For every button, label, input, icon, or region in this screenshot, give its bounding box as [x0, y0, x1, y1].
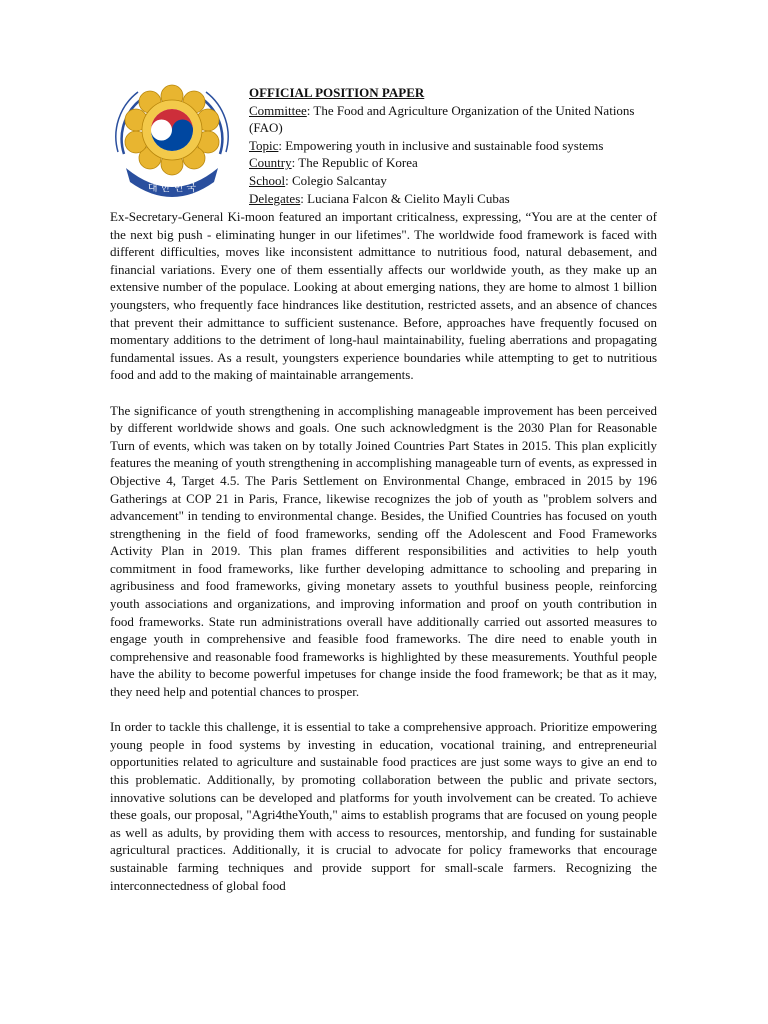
paper-body: [110, 208, 657, 912]
country-label: Country: [249, 155, 292, 171]
school-line: [249, 172, 659, 190]
topic-value: : Empowering youth in inclusive and sustainable food systems: [278, 137, 604, 153]
committee-value: : The Food and Agriculture Organization of the United Nations (FAO): [249, 102, 635, 136]
emblem-icon: [106, 84, 238, 202]
body-paragraph-2: The significance of youth strengthening in accomplishing manageable improvement has been perceived by different worldwide shows and goals. One such acknowledgment is the 2030 Plan for Reasonable Turn of events, which was taken on by totally Joined Countries Part States in 2015. This plan explicitly features the meaning of youth strengthening in accomplishing manageable turn of events, as expressed in Objective 4, Target 4.5. The Paris Settlement on Environmental Change, embraced in 2015 by 196 Gatherings at COP 21 in Paris, France, likewise recognizes the job of youth as "problem solvers and advancement" in tending to environmental change. Besides, the Unified Countries has focused on youth strengthening in the field of food frameworks, sending off the Adolescent and Food Frameworks Activity Plan in 2019. This plan frames different responsibilities and activities to help youth commitment in food frameworks, like further developing admittance to schooling and preparing in agribusiness and food frameworks, giving monetary assets to youthful business people, reinforcing youth associations and organizations, and improving information and proof on youth contribution in food frameworks. State run administrations overall have additionally carried out assorted measures to engage youth in comprehensive and feasible food frameworks. The dire need to enable youth in comprehensive and reasonable food frameworks is highlighted by these measurements. Youthful people have the ability to become powerful impetuses for change inside the food framework; be that as it may, they need help and potential chances to prosper.: [110, 402, 657, 700]
country-line: [249, 154, 659, 172]
korea-national-emblem: [106, 84, 238, 202]
paper-header: [249, 84, 659, 207]
delegates-line: [249, 190, 659, 208]
school-label: School: [249, 172, 286, 188]
topic-label: Topic: [249, 137, 279, 153]
body-paragraph-3: In order to tackle this challenge, it is essential to take a comprehensive approach. Prioritize empowering young people in food systems by investing in education, vocational training, and entrepreneurial opportunities related to agriculture and sustainable food practices are just some ways to give an end to this problematic. Additionally, by promoting collaboration between the public and private sectors, innovative solutions can be developed and platforms for youth involvement can be created. To achieve these goals, our proposal, "Agri4theYouth," aims to establish programs that are focused on young people as well as adults, by providing them with access to resources, mentorship, and funding for sustainable agricultural practices. Additionally, it is crucial to advocate for policy frameworks that encourage sustainable farming techniques and provide support for small-scale farmers. Recognizing the interconnectedness of global food: [110, 719, 657, 893]
committee-label: Committee: [249, 102, 307, 118]
delegates-label: Delegates: [249, 190, 301, 206]
topic-line: [249, 137, 659, 155]
paper-title: OFFICIAL POSITION PAPER: [249, 85, 425, 100]
committee-line: [249, 102, 659, 137]
country-value: : The Republic of Korea: [291, 155, 418, 171]
body-paragraph-1: Ex-Secretary-General Ki-moon featured an important criticalness, expressing, “You are at the center of the next big push - eliminating hunger in our lifetimes". The worldwide food framework is faced with different difficulties, moves like inconsistent admittance to nutritious food, natural debasement, and financial variations. Every one of them essentially affects our worldwide youth, as they make up an extensive number of the populace. Looking at about emerging nations, they are home to almost 1 billion youngsters, who frequently face hindrances like destitution, restricted assets, and an absence of chances that prevent their admittance to sufficient sustenance. Before, approaches have frequently focused on momentary additions to the detriment of long-haul maintainability, fueling aberrations and propagating fundamental issues. As a result, youngsters experience boundaries while attempting to get to nutritious food and add to the making of maintainable arrangements.: [110, 209, 657, 383]
emblem-seal-text: 대 한 민 국: [147, 183, 197, 194]
delegates-value: : Luciana Falcon & Cielito Mayli Cubas: [300, 190, 510, 206]
school-value: : Colegio Salcantay: [285, 172, 387, 188]
